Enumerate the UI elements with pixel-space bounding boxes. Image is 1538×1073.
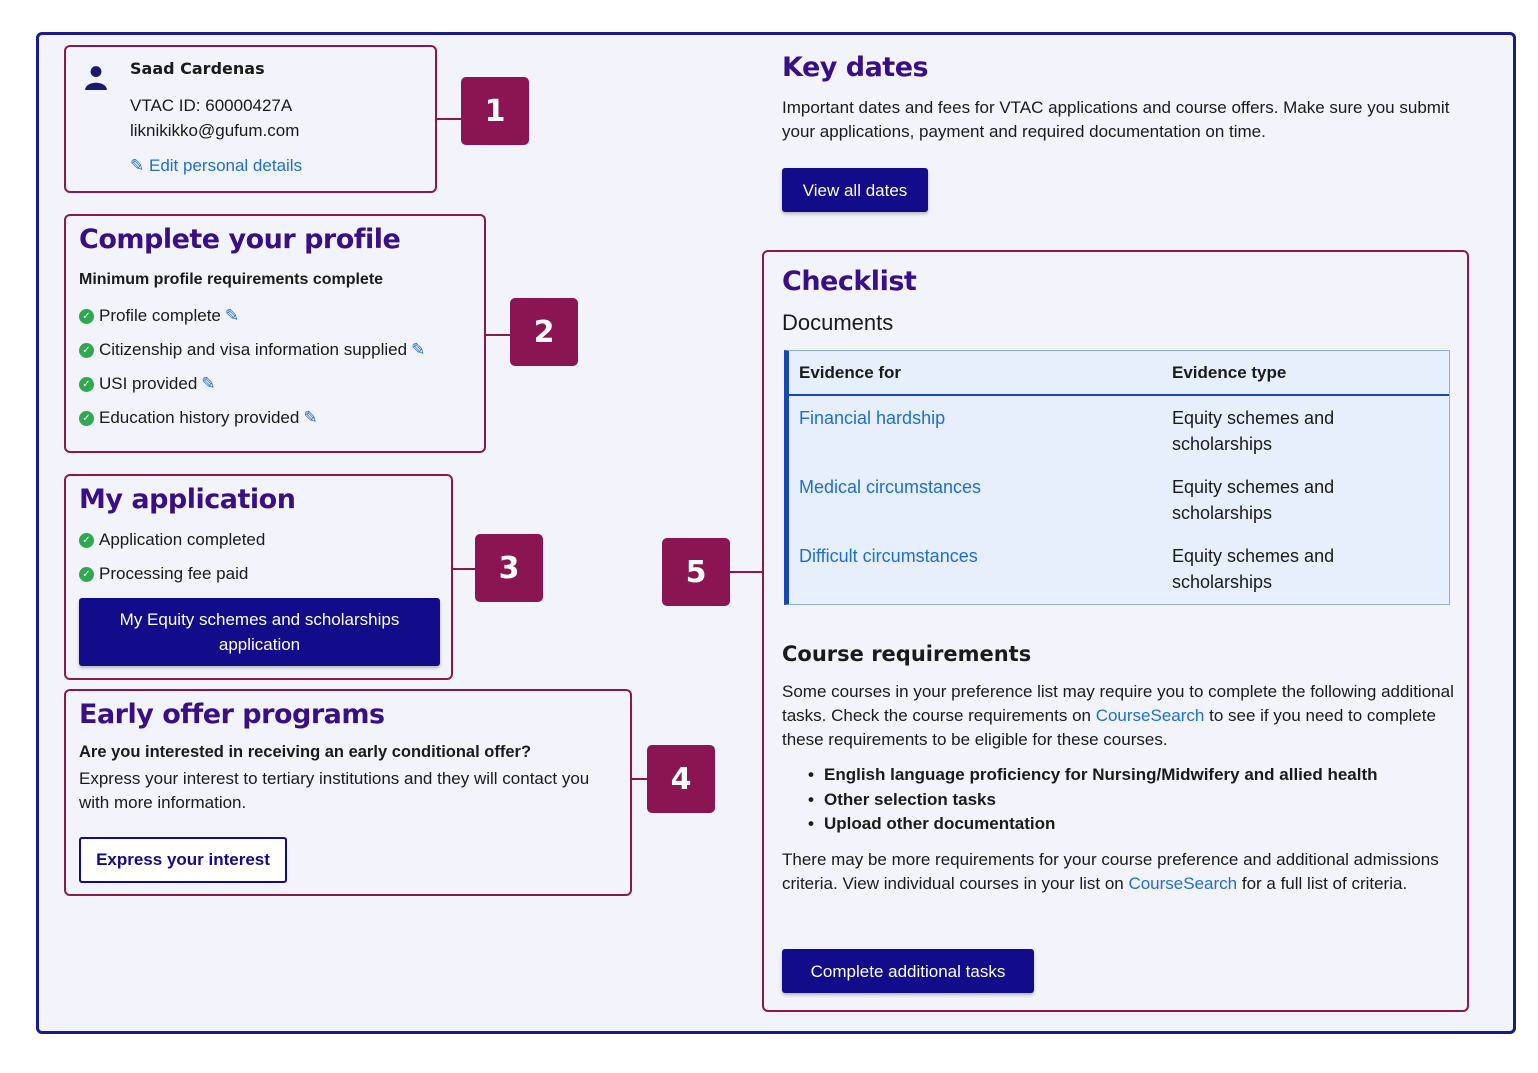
profile-subtitle: Minimum profile requirements complete bbox=[79, 271, 384, 288]
evidence-type-cell: Equity schemes and scholarships bbox=[1172, 408, 1335, 454]
evidence-for-link[interactable]: Financial hardship bbox=[799, 408, 946, 428]
connector-2 bbox=[486, 334, 511, 336]
equity-application-button[interactable] bbox=[79, 598, 440, 666]
callout-badge-3: 3 bbox=[475, 534, 543, 602]
early-offer-body: Express your interest to tertiary institutions and they will contact you with more information. bbox=[79, 769, 590, 812]
callout-badge-2: 2 bbox=[510, 298, 578, 366]
check-icon: ✓ bbox=[79, 343, 94, 358]
documents-heading: Documents bbox=[782, 310, 894, 335]
application-item-label: Application completed bbox=[99, 530, 266, 549]
user-vtac-id: VTAC ID: 60000427A bbox=[130, 96, 293, 115]
profile-item-label: USI provided bbox=[99, 374, 198, 393]
pencil-icon: ✎ bbox=[130, 156, 145, 175]
edit-personal-details-label: Edit personal details bbox=[148, 156, 303, 175]
course-requirements-heading: Course requirements bbox=[782, 642, 1032, 666]
profile-item-label: Education history provided bbox=[99, 408, 300, 427]
key-dates-body: Important dates and fees for VTAC applications and course offers. Make sure you submit your applications, payment and required documentation on time. bbox=[782, 98, 1450, 141]
table-row bbox=[789, 534, 1449, 603]
course-requirements-text bbox=[782, 680, 1454, 752]
edit-personal-details-link[interactable] bbox=[130, 156, 302, 176]
documents-table bbox=[784, 350, 1450, 605]
key-dates-title: Key dates bbox=[782, 52, 929, 83]
check-icon: ✓ bbox=[79, 533, 94, 548]
evidence-for-link[interactable]: Difficult circumstances bbox=[799, 546, 978, 566]
user-card bbox=[64, 45, 437, 193]
profile-item bbox=[79, 367, 425, 401]
list-item: • Other selection tasks bbox=[800, 788, 1460, 813]
equity-application-button-line1: My Equity schemes and scholarships bbox=[119, 610, 400, 629]
profile-item-label: Citizenship and visa information supplied bbox=[99, 340, 408, 359]
evidence-type-cell: Equity schemes and scholarships bbox=[1172, 546, 1335, 592]
course-requirements-text-b: to see if you need to complete these requirements to be eligible for these courses. bbox=[782, 706, 1436, 749]
connector-1 bbox=[437, 118, 462, 120]
checklist-title: Checklist bbox=[782, 266, 917, 297]
early-offer-question: Are you interested in receiving an early conditional offer? bbox=[79, 743, 532, 761]
check-icon: ✓ bbox=[79, 309, 94, 324]
profile-item bbox=[79, 333, 425, 367]
user-icon bbox=[83, 64, 109, 90]
user-name: Saad Cardenas bbox=[130, 59, 265, 78]
profile-item-label: Profile complete bbox=[99, 306, 221, 325]
application-item bbox=[79, 523, 265, 557]
early-offer-title: Early offer programs bbox=[79, 699, 385, 730]
check-icon: ✓ bbox=[79, 377, 94, 392]
pencil-icon[interactable]: ✎ bbox=[201, 374, 216, 393]
application-card bbox=[64, 474, 453, 680]
pencil-icon[interactable]: ✎ bbox=[224, 306, 240, 325]
coursesearch-link-2[interactable]: CourseSearch bbox=[1128, 874, 1238, 893]
table-row bbox=[789, 465, 1449, 534]
user-email: liknikikko@gufum.com bbox=[130, 121, 300, 140]
requirements-list bbox=[800, 763, 1460, 837]
profile-card bbox=[64, 214, 486, 453]
check-icon: ✓ bbox=[79, 411, 94, 426]
more-requirements-text-b: for a full list of criteria. bbox=[1237, 874, 1408, 893]
profile-title: Complete your profile bbox=[79, 224, 401, 255]
express-interest-button[interactable]: Express your interest bbox=[79, 837, 287, 883]
connector-4 bbox=[632, 778, 648, 780]
list-item: • Upload other documentation bbox=[800, 812, 1460, 837]
table-header-evidence-type: Evidence type bbox=[1172, 362, 1287, 382]
table-row bbox=[789, 396, 1449, 465]
equity-application-button-line2: application bbox=[218, 635, 301, 654]
view-all-dates-button[interactable]: View all dates bbox=[782, 168, 928, 212]
callout-badge-1: 1 bbox=[461, 77, 529, 145]
connector-5 bbox=[729, 571, 763, 573]
profile-item bbox=[79, 401, 425, 435]
table-header-row bbox=[789, 351, 1449, 396]
more-requirements-text-a: There may be more requirements for your course preference and additional admissions criteria. View individual courses in your list on bbox=[782, 850, 1439, 893]
application-item-label: Processing fee paid bbox=[99, 564, 249, 583]
more-requirements-text bbox=[782, 848, 1454, 896]
evidence-type-cell: Equity schemes and scholarships bbox=[1172, 477, 1335, 523]
list-item: • English language proficiency for Nursing/Midwifery and allied health bbox=[800, 763, 1460, 788]
evidence-for-link[interactable]: Medical circumstances bbox=[799, 477, 982, 497]
coursesearch-link[interactable]: CourseSearch bbox=[1095, 706, 1205, 725]
table-header-evidence-for: Evidence for bbox=[799, 362, 902, 382]
pencil-icon[interactable]: ✎ bbox=[411, 340, 426, 359]
early-offer-card bbox=[64, 689, 632, 896]
course-requirements-text-a: Some courses in your preference list may require you to complete the following additional tasks. Check the course requirements on bbox=[782, 682, 1454, 725]
check-icon: ✓ bbox=[79, 567, 94, 582]
callout-badge-5: 5 bbox=[662, 538, 730, 606]
connector-3 bbox=[453, 568, 475, 570]
profile-item bbox=[79, 299, 425, 333]
complete-additional-tasks-button[interactable]: Complete additional tasks bbox=[782, 949, 1034, 993]
application-item bbox=[79, 557, 265, 591]
callout-badge-4: 4 bbox=[647, 745, 715, 813]
application-title: My application bbox=[79, 484, 296, 515]
pencil-icon[interactable]: ✎ bbox=[303, 408, 318, 427]
